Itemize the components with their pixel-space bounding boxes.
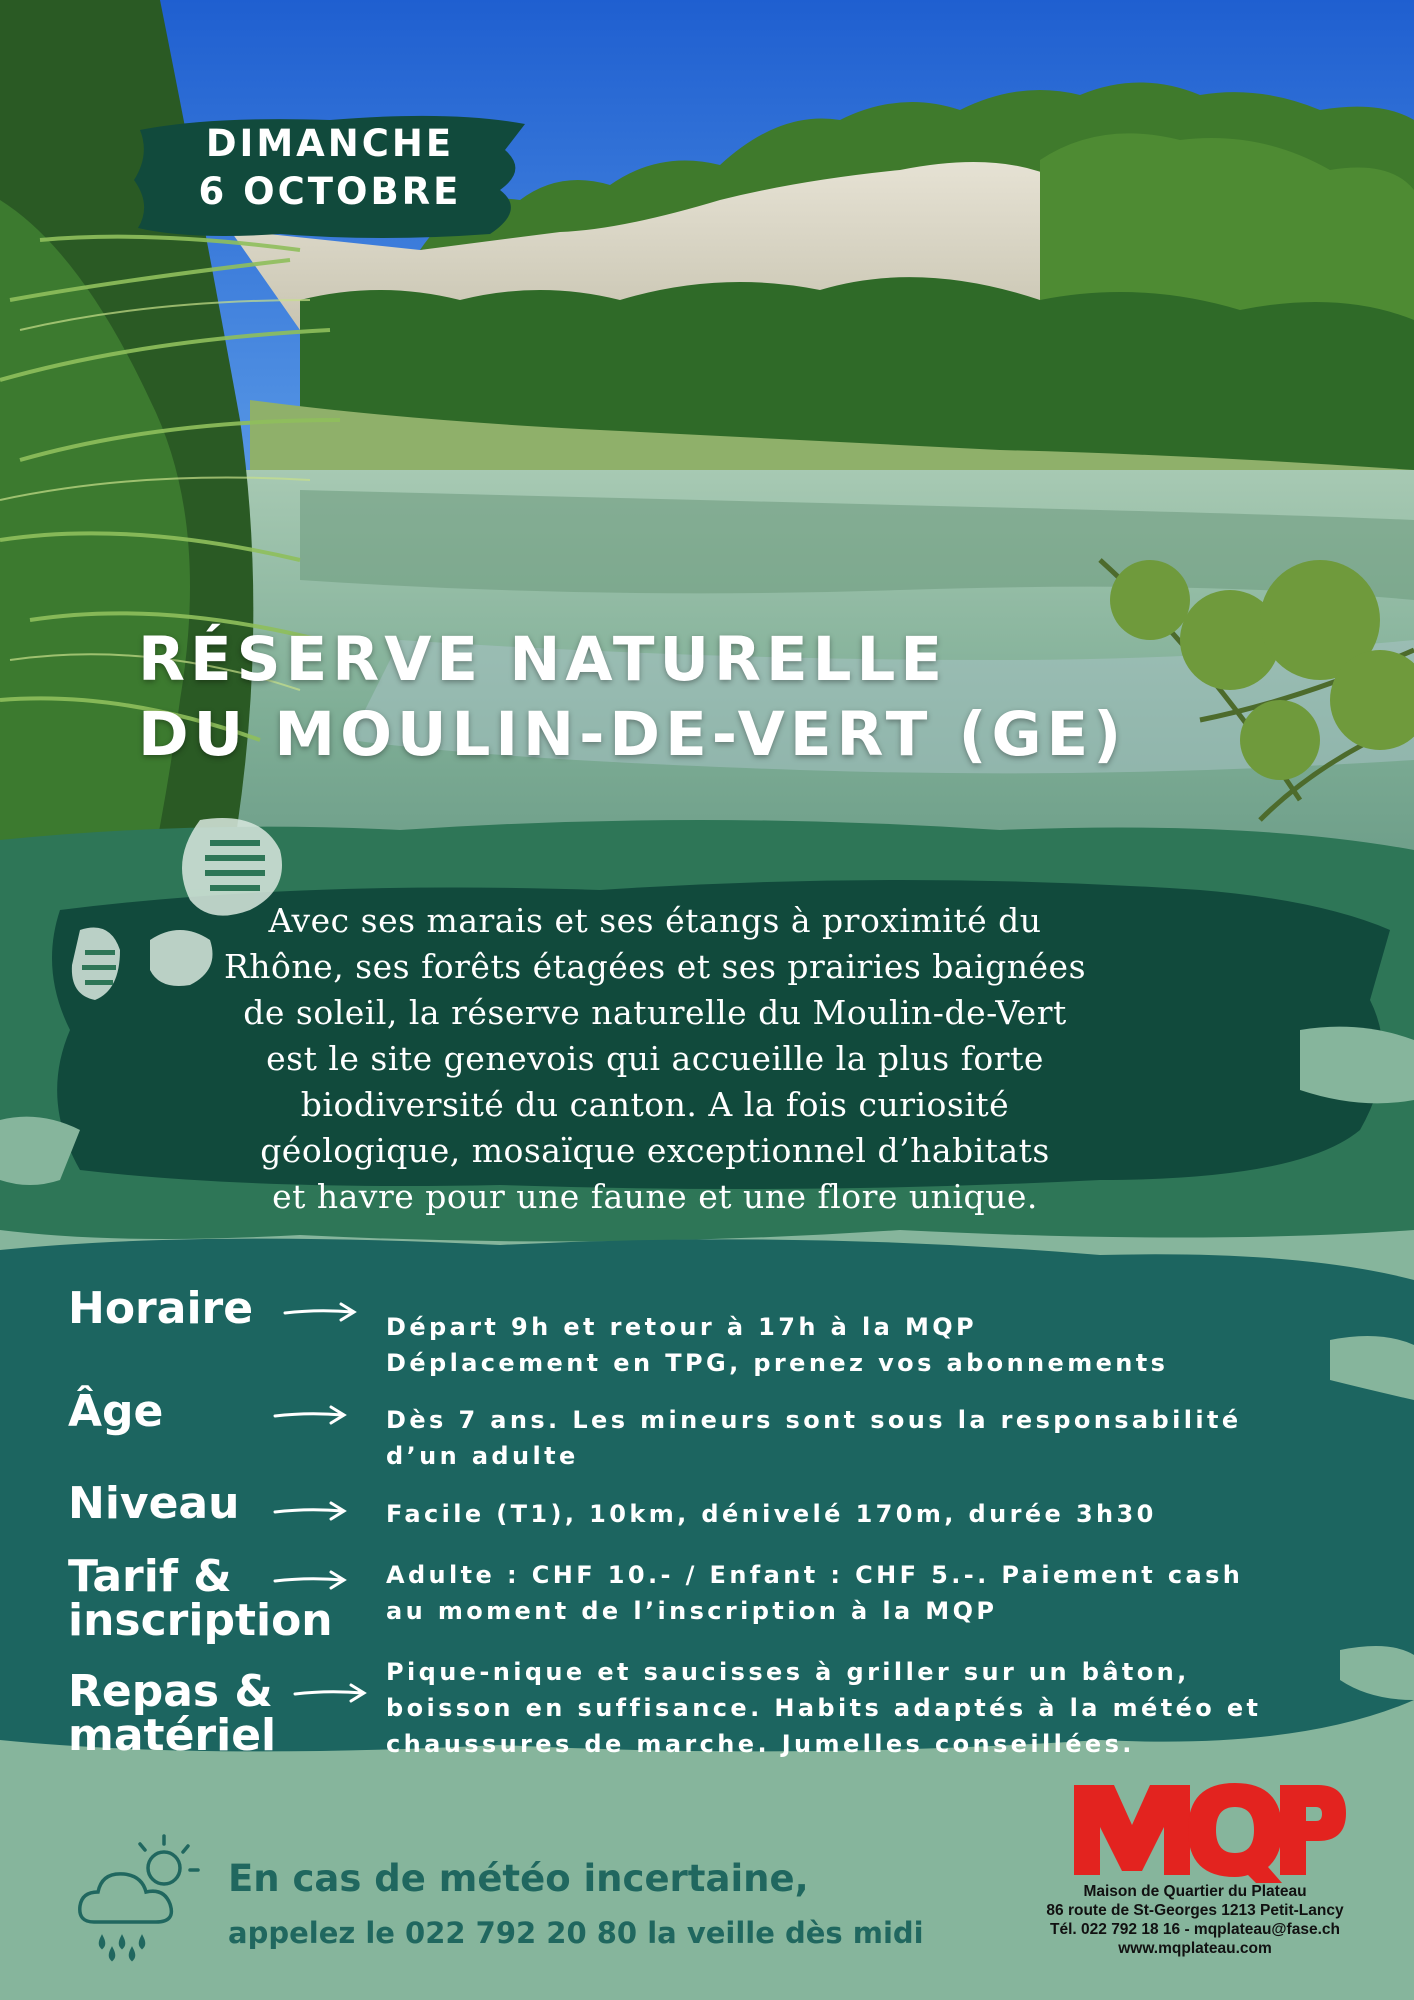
niveau-label: Niveau xyxy=(68,1478,240,1529)
description-line: est le site genevois qui accueille la plus forte xyxy=(266,1039,1044,1078)
arrow-right-icon xyxy=(283,1301,358,1323)
page-title xyxy=(138,622,1126,772)
description-line: et havre pour une faune et une flore unique. xyxy=(272,1177,1038,1216)
tarif-value-line: Adulte : CHF 10.- / Enfant : CHF 5.-. Paiement cash xyxy=(386,1561,1244,1589)
arrow-right-icon xyxy=(293,1682,368,1704)
horaire-label: Horaire xyxy=(68,1283,254,1334)
age-value-line: Dès 7 ans. Les mineurs sont sous la responsabilité xyxy=(386,1406,1242,1434)
description-line: Avec ses marais et ses étangs à proximité du xyxy=(268,901,1042,940)
horaire-value-line: Départ 9h et retour à 17h à la MQP xyxy=(386,1313,978,1341)
age-value-line: d’un adulte xyxy=(386,1442,579,1470)
repas-label-line: matériel xyxy=(68,1710,277,1761)
title-line-2: DU MOULIN-DE-VERT (GE) xyxy=(138,699,1127,770)
age-label: Âge xyxy=(68,1386,164,1437)
title-line-1: RÉSERVE NATURELLE xyxy=(138,624,948,695)
weather-notice-line-1: En cas de météo incertaine, xyxy=(228,1857,809,1900)
description-line: de soleil, la réserve naturelle du Moulin-de-Vert xyxy=(243,993,1067,1032)
org-website[interactable]: www.mqplateau.com xyxy=(1118,1940,1272,1957)
date-day: 6 OCTOBRE xyxy=(198,170,462,213)
repas-label-line: Repas & xyxy=(68,1666,273,1717)
org-name: Maison de Quartier du Plateau xyxy=(1083,1883,1307,1900)
repas-value-line: chaussures de marche. Jumelles conseillées. xyxy=(386,1730,1135,1758)
repas-value-line: boisson en suffisance. Habits adaptés à la météo et xyxy=(386,1694,1262,1722)
tarif-value-line: au moment de l’inscription à la MQP xyxy=(386,1597,998,1625)
tarif-label-line: inscription xyxy=(68,1595,333,1646)
org-address: 86 route de St-Georges 1213 Petit-Lancy xyxy=(1046,1902,1344,1919)
cloud-sun-rain-icon xyxy=(72,1826,212,1966)
repas-value-line: Pique-nique et saucisses à griller sur un bâton, xyxy=(386,1658,1190,1686)
description xyxy=(180,898,1130,1220)
org-contact[interactable]: Tél. 022 792 18 16 - mqplateau@fase.ch xyxy=(1050,1921,1340,1938)
date-weekday: DIMANCHE xyxy=(205,122,455,165)
repas-label xyxy=(68,1666,277,1761)
arrow-right-icon xyxy=(273,1500,348,1522)
description-line: biodiversité du canton. A la fois curiosité xyxy=(300,1085,1010,1124)
arrow-right-icon xyxy=(273,1569,348,1591)
organization-info xyxy=(990,1882,1400,1958)
weather-notice xyxy=(228,1855,924,1957)
arrow-right-icon xyxy=(273,1404,348,1426)
mqp-logo xyxy=(1070,1775,1350,1887)
date-badge xyxy=(130,110,530,240)
weather-notice-line-2: appelez le 022 792 20 80 la veille dès midi xyxy=(228,1916,924,1950)
tarif-label-line: Tarif & xyxy=(68,1551,232,1602)
description-line: géologique, mosaïque exceptionnel d’habitats xyxy=(260,1131,1050,1170)
horaire-value-line: Déplacement en TPG, prenez vos abonnements xyxy=(386,1349,1169,1377)
description-line: Rhône, ses forêts étagées et ses prairies baignées xyxy=(223,947,1087,986)
niveau-value-line: Facile (T1), 10km, dénivelé 170m, durée 3h30 xyxy=(386,1500,1157,1528)
